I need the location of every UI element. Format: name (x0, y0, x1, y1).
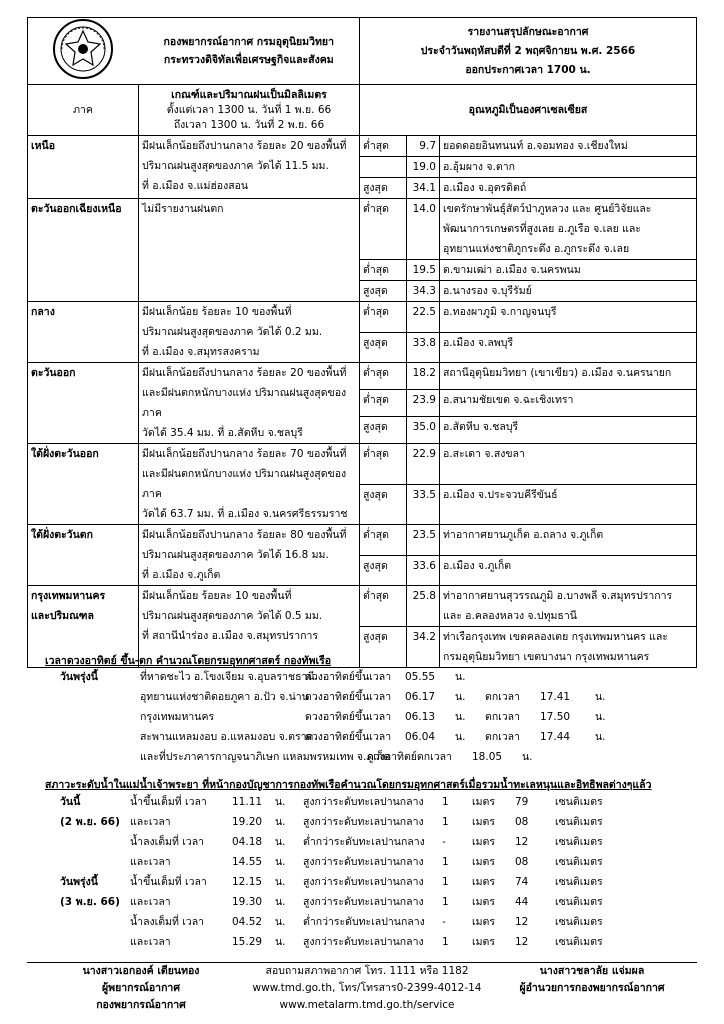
temp-label: สูงสุด (360, 555, 407, 586)
region-rain-summary (139, 199, 360, 302)
temp-value: 25.8 (407, 586, 440, 627)
report-footer (27, 962, 697, 1011)
temp-label: ต่ำสุด (360, 136, 407, 157)
region-row (28, 363, 697, 390)
temp-label: ต่ำสุด (360, 586, 407, 627)
tide-centimeters: 12 (515, 916, 529, 928)
logo-cell (28, 18, 139, 85)
sunset-unit: น. (595, 691, 606, 703)
tide-centimeters-unit: เซนติเมตร (555, 896, 603, 908)
temp-label: ต่ำสุด (360, 525, 407, 556)
temp-location-line: อ.อุ้มผาง จ.ตาก (443, 161, 515, 174)
temp-location (440, 390, 697, 417)
temp-location-line: กรมอุตุนิยมวิทยา เขตบางนา กรุงเทพมหานคร (443, 651, 650, 664)
temp-label: ต่ำสุด (360, 260, 407, 281)
temp-location-line: อ.ทองผาภูมิ จ.กาญจนบุรี (443, 306, 557, 319)
tide-centimeters-unit: เซนติเมตร (555, 796, 603, 808)
sunrise-unit: น. (522, 751, 533, 763)
tide-centimeters: 74 (515, 876, 529, 888)
tide-time: 19.20 (232, 816, 263, 828)
sunset-label: ตกเวลา (485, 691, 520, 703)
sun-place: กรุงเทพมหานคร (140, 711, 215, 723)
temp-value: 35.0 (407, 417, 440, 444)
temp-label: สูงสุด (360, 484, 407, 525)
temp-value: 33.6 (407, 555, 440, 586)
temp-label: สูงสุด (360, 417, 407, 444)
org-line-2: กระทรวงดิจิทัลเพื่อเศรษฐกิจและสังคม (163, 54, 334, 67)
tide-event: และเวลา (130, 936, 171, 948)
contact-phone: สอบถามสภาพอากาศ โทร. 1111 หรือ 1182 (265, 965, 469, 977)
temp-value: 9.7 (407, 136, 440, 157)
temp-location-line: ท่าอากาศยานสุวรรณภูมิ อ.บางพลี จ.สมุทรปราการ (443, 590, 673, 603)
temp-value: 23.9 (407, 390, 440, 417)
tide-relation: สูงกว่าระดับทะเลปานกลาง (303, 936, 424, 948)
tide-meters-unit: เมตร (472, 856, 495, 868)
sunset-label: ตกเวลา (485, 711, 520, 723)
temp-value: 22.5 (407, 302, 440, 333)
temp-location-line: อ.เมือง จ.ภูเก็ต (443, 559, 512, 572)
sun-place: และที่ประภาคารกาญจนาภิเษก แหลมพรหมเทพ จ.ภูเก็ต (140, 751, 391, 763)
region-name: ใต้ฝั่งตะวันออก (28, 444, 139, 525)
tide-event: น้ำลงเต็มที่ เวลา (130, 916, 205, 928)
temp-location (440, 586, 697, 627)
tide-time-unit: น. (275, 916, 286, 928)
sunrise-time: 06.13 (405, 711, 436, 723)
report-table (27, 17, 697, 668)
rain-line: และมีฝนตกหนักบางแห่ง ปริมาณฝนสูงสุดของภาค (142, 387, 347, 420)
forecaster-name: นางสาวเอกองค์ เตียนทอง (82, 965, 200, 977)
tide-meters-unit: เมตร (472, 936, 495, 948)
temp-location-line: พัฒนาการเกษตรที่สูงเลย อ.ภูเรือ จ.เลย และ (443, 223, 641, 236)
region-name: เหนือ (28, 136, 139, 199)
rain-column-title: เกณฑ์และปริมาณฝนเป็นมิลลิเมตร (171, 88, 327, 101)
temp-location (440, 627, 697, 668)
sun-place: ที่หาดชะไว อ.โขงเจียม จ.อุบลราชธานี (140, 671, 315, 683)
tide-meters: 1 (442, 796, 449, 808)
tide-centimeters-unit: เซนติเมตร (555, 816, 603, 828)
temp-label: สูงสุด (360, 332, 407, 363)
temp-value: 19.0 (407, 157, 440, 178)
temp-location-line: เขตรักษาพันธุ์สัตว์ป่าภูหลวง และ ศูนย์วิจัยและ (443, 203, 652, 216)
tide-event: น้ำขึ้นเต็มที่ เวลา (130, 796, 207, 808)
column-header-row (28, 85, 697, 136)
temp-label: ต่ำสุด (360, 363, 407, 390)
temp-value: 33.5 (407, 484, 440, 525)
tide-meters-unit: เมตร (472, 896, 495, 908)
tide-centimeters: 08 (515, 816, 529, 828)
report-title-cell (360, 18, 697, 85)
tide-day-label: วันพรุ่งนี้ (60, 876, 98, 888)
tide-meters: 1 (442, 816, 449, 828)
region-row (28, 302, 697, 333)
tide-time: 14.55 (232, 856, 263, 868)
rain-line: ปริมาณฝนสูงสุดของภาค วัดได้ 0.5 มม. (142, 610, 323, 623)
region-name: กลาง (28, 302, 139, 363)
temp-location-line: ยอดดอยอินทนนท์ อ.จอมทอง จ.เชียงใหม่ (443, 140, 628, 153)
tide-meters: - (442, 916, 446, 928)
sunset-time: 17.50 (540, 711, 571, 723)
temp-location-line: และ อ.คลองหลวง จ.ปทุมธานี (443, 610, 577, 623)
rain-line: มีฝนเล็กน้อย ร้อยละ 10 ของพื้นที่ (142, 590, 292, 603)
tide-relation: สูงกว่าระดับทะเลปานกลาง (303, 796, 424, 808)
forecaster-role: ผู้พยากรณ์อากาศ (102, 982, 180, 994)
temp-value: 33.8 (407, 332, 440, 363)
tide-time: 04.18 (232, 836, 263, 848)
tide-meters: 1 (442, 896, 449, 908)
sunrise-time: 18.05 (472, 751, 503, 763)
report-header (28, 18, 697, 85)
temp-location (440, 157, 697, 178)
rain-line: วัดได้ 35.4 มม. ที่ อ.สัตหีบ จ.ชลบุรี (142, 427, 303, 440)
sunrise-label: ดวงอาทิตย์ตกเวลา (367, 751, 452, 763)
rain-line: ปริมาณฝนสูงสุดของภาค วัดได้ 11.5 มม. (142, 160, 329, 173)
temp-location-line: อ.สะเดา จ.สงขลา (443, 448, 525, 461)
rain-line: มีฝนเล็กน้อยถึงปานกลาง ร้อยละ 20 ของพื้นที่ (142, 367, 347, 380)
temp-location (440, 525, 697, 556)
temp-location (440, 332, 697, 363)
temp-label: ต่ำสุด (360, 444, 407, 485)
sunset-label: ตกเวลา (485, 731, 520, 743)
region-name: ตะวันออกเฉียงเหนือ (28, 199, 139, 302)
tide-time: 04.52 (232, 916, 263, 928)
sunset-time: 17.44 (540, 731, 571, 743)
sunrise-unit: น. (455, 671, 466, 683)
tide-relation: สูงกว่าระดับทะเลปานกลาง (303, 896, 424, 908)
tide-day-label: วันนี้ (60, 796, 81, 808)
temp-location-line: อ.สัตหีบ จ.ชลบุรี (443, 421, 519, 434)
temp-location (440, 363, 697, 390)
tide-time: 15.29 (232, 936, 263, 948)
region-row (28, 586, 697, 627)
rain-line: ที่ สถานีนำร่อง อ.เมือง จ.สมุทรปราการ (142, 630, 318, 643)
contact-service-url[interactable]: www.metalarm.tmd.go.th/service (279, 999, 455, 1011)
contact-website[interactable]: www.tmd.go.th, โทร/โทรสาร0-2399-4012-14 (252, 982, 482, 994)
temp-location-line: อ.สนามชัยเขต จ.ฉะเชิงเทรา (443, 394, 574, 407)
tide-relation: สูงกว่าระดับทะเลปานกลาง (303, 856, 424, 868)
tide-section-title: สภาวะระดับน้ำในแม่น้ำเจ้าพระยา ที่หน้ากองบัญชาการกองทัพเรือคำนวณโดยกรมอุทกศาสตร์เมื่อรวมน้ำทะเลหนุนและอิทธิพลต่างๆแล้ว (45, 779, 652, 791)
tide-relation: สูงกว่าระดับทะเลปานกลาง (303, 876, 424, 888)
tide-event: น้ำขึ้นเต็มที่ เวลา (130, 876, 207, 888)
temp-location (440, 555, 697, 586)
tide-meters: 1 (442, 876, 449, 888)
sunrise-time: 05.55 (405, 671, 436, 683)
director-role: ผู้อำนวยการกองพยากรณ์อากาศ (519, 982, 665, 994)
region-rain-summary (139, 525, 360, 586)
region-row (28, 199, 697, 260)
tide-day-date: (2 พ.ย. 66) (60, 816, 120, 828)
temp-location (440, 199, 697, 260)
rain-line: มีฝนเล็กน้อยถึงปานกลาง ร้อยละ 80 ของพื้นที่ (142, 529, 347, 542)
rain-period-from: ตั้งแต่เวลา 1300 น. วันที่ 1 พ.ย. 66 (166, 103, 332, 116)
temp-label: สูงสุด (360, 627, 407, 668)
temp-value: 23.5 (407, 525, 440, 556)
tide-event: และเวลา (130, 856, 171, 868)
tide-event: น้ำลงเต็มที่ เวลา (130, 836, 205, 848)
tide-relation: ต่ำกว่าระดับทะเลปานกลาง (303, 916, 425, 928)
region-rain-summary (139, 444, 360, 525)
sunset-unit: น. (595, 731, 606, 743)
temp-location-line: ต.ขามเฒ่า อ.เมือง จ.นครพนม (443, 264, 581, 277)
sun-section-title: เวลาดวงอาทิตย์ ขึ้น-ตก คำนวณโดยกรมอุทกศาสตร์ กองทัพเรือ (45, 655, 332, 667)
temp-label: สูงสุด (360, 178, 407, 199)
sunset-time: 17.41 (540, 691, 571, 703)
tide-time-unit: น. (275, 936, 286, 948)
sunrise-label: ดวงอาทิตย์ขึ้นเวลา (305, 691, 392, 703)
report-time: ออกประกาศเวลา 1700 น. (465, 63, 591, 76)
tide-meters-unit: เมตร (472, 796, 495, 808)
sunrise-label: ดวงอาทิตย์ขึ้นเวลา (305, 731, 392, 743)
temp-location (440, 417, 697, 444)
temp-location-line: อ.นางรอง จ.บุรีรัมย์ (443, 285, 532, 298)
temp-location (440, 444, 697, 485)
department-seal-icon (52, 18, 114, 80)
tide-time-unit: น. (275, 856, 286, 868)
temperature-column-header: อุณหภูมิเป็นองศาเซลเซียส (360, 85, 697, 136)
region-rain-summary (139, 136, 360, 199)
sun-tomorrow-label: วันพรุ่งนี้ (60, 671, 98, 683)
rain-period-to: ถึงเวลา 1300 น. วันที่ 2 พ.ย. 66 (173, 118, 325, 131)
temp-location-line: อ.เมือง จ.ลพบุรี (443, 336, 514, 349)
temp-location (440, 136, 697, 157)
temp-value: 14.0 (407, 199, 440, 260)
tide-centimeters: 79 (515, 796, 529, 808)
rain-column-header (139, 85, 360, 136)
tide-time-unit: น. (275, 796, 286, 808)
region-rows (28, 136, 697, 668)
temp-label: สูงสุด (360, 281, 407, 302)
rain-line: มีฝนเล็กน้อยถึงปานกลาง ร้อยละ 70 ของพื้นที่ (142, 448, 347, 461)
temp-value: 18.2 (407, 363, 440, 390)
tide-centimeters: 12 (515, 936, 529, 948)
sunrise-label: ดวงอาทิตย์ขึ้นเวลา (305, 671, 392, 683)
sunset-unit: น. (595, 711, 606, 723)
temp-value: 34.1 (407, 178, 440, 199)
sunrise-time: 06.04 (405, 731, 436, 743)
sun-place: อุทยานแห่งชาติดอยภูคา อ.ปัว จ.น่าน (140, 691, 309, 703)
org-line-1: กองพยากรณ์อากาศ กรมอุตุนิยมวิทยา (163, 36, 334, 49)
rain-line: ที่ อ.เมือง จ.ภูเก็ต (142, 569, 221, 582)
temp-location (440, 178, 697, 199)
tide-centimeters: 44 (515, 896, 529, 908)
tide-time: 12.15 (232, 876, 263, 888)
footer-forecaster (61, 963, 221, 1014)
tide-time-unit: น. (275, 816, 286, 828)
tide-time-unit: น. (275, 836, 286, 848)
sunrise-unit: น. (455, 691, 466, 703)
tide-event: และเวลา (130, 816, 171, 828)
region-row (28, 444, 697, 485)
tide-meters: 1 (442, 936, 449, 948)
tide-meters: 1 (442, 856, 449, 868)
temp-location-line: อุทยานแห่งชาติภูกระดึง อ.ภูกระดึง จ.เลย (443, 243, 630, 256)
rain-line: ที่ อ.เมือง จ.แม่ฮ่องสอน (142, 180, 249, 193)
rain-line: ปริมาณฝนสูงสุดของภาค วัดได้ 16.8 มม. (142, 549, 329, 562)
tide-meters-unit: เมตร (472, 836, 495, 848)
rain-line: ไม่มีรายงานฝนตก (142, 203, 224, 216)
temp-location (440, 302, 697, 333)
forecaster-division: กองพยากรณ์อากาศ (96, 999, 186, 1011)
temp-location (440, 484, 697, 525)
temp-location (440, 281, 697, 302)
region-name: กรุงเทพมหานคร และปริมณฑล (28, 586, 139, 668)
footer-contact (232, 963, 502, 1014)
temp-location-line: อ.เมือง จ.ประจวบคีรีขันธ์ (443, 488, 558, 501)
tide-relation: ต่ำกว่าระดับทะเลปานกลาง (303, 836, 425, 848)
region-name: ใต้ฝั่งตะวันตก (28, 525, 139, 586)
tide-centimeters-unit: เซนติเมตร (555, 836, 603, 848)
sunrise-time: 06.17 (405, 691, 436, 703)
tide-time-unit: น. (275, 896, 286, 908)
tide-day-date: (3 พ.ย. 66) (60, 896, 120, 908)
temp-label (360, 157, 407, 178)
tide-meters: - (442, 836, 446, 848)
footer-director (497, 963, 687, 997)
rain-line: ที่ อ.เมือง จ.สมุทรสงคราม (142, 346, 260, 359)
tide-event: และเวลา (130, 896, 171, 908)
temp-location-line: อ.เมือง จ.อุตรดิตถ์ (443, 182, 527, 195)
tide-centimeters: 12 (515, 836, 529, 848)
tide-meters-unit: เมตร (472, 916, 495, 928)
rain-line: ปริมาณฝนสูงสุดของภาค วัดได้ 0.2 มม. (142, 326, 323, 339)
tide-relation: สูงกว่าระดับทะเลปานกลาง (303, 816, 424, 828)
report-title: รายงานสรุปลักษณะอากาศ (467, 25, 589, 38)
temp-value: 22.9 (407, 444, 440, 485)
rain-line: มีฝนเล็กน้อย ร้อยละ 10 ของพื้นที่ (142, 306, 292, 319)
region-row (28, 525, 697, 556)
tide-centimeters-unit: เซนติเมตร (555, 916, 603, 928)
temp-value: 34.3 (407, 281, 440, 302)
region-column-header: ภาค (28, 85, 139, 136)
report-date: ประจำวันพฤหัสบดีที่ 2 พฤศจิกายน พ.ศ. 2566 (420, 44, 636, 57)
sun-place: สะพานแหลมงอบ อ.แหลมงอบ จ.ตราด (140, 731, 314, 743)
region-row (28, 136, 697, 157)
tide-time-unit: น. (275, 876, 286, 888)
temp-label: ต่ำสุด (360, 302, 407, 333)
tide-meters-unit: เมตร (472, 816, 495, 828)
rain-line: วัดได้ 63.7 มม. ที่ อ.เมือง จ.นครศรีธรรมราช (142, 508, 348, 521)
tide-centimeters-unit: เซนติเมตร (555, 936, 603, 948)
director-name: นางสาวชลาลัย แจ่มผล (539, 965, 645, 977)
tide-meters-unit: เมตร (472, 876, 495, 888)
temp-label: ต่ำสุด (360, 390, 407, 417)
temp-location-line: ท่าเรือกรุงเทพ เขตคลองเตย กรุงเทพมหานคร และ (443, 631, 668, 644)
region-rain-summary (139, 302, 360, 363)
region-name: ตะวันออก (28, 363, 139, 444)
temp-location-line: สถานีอุตุนิยมวิทยา (เขาเขียว) อ.เมือง จ.นครนายก (443, 367, 672, 380)
tide-time: 11.11 (232, 796, 263, 808)
tide-centimeters-unit: เซนติเมตร (555, 856, 603, 868)
sunrise-label: ดวงอาทิตย์ขึ้นเวลา (305, 711, 392, 723)
org-cell (139, 18, 360, 85)
sunrise-unit: น. (455, 711, 466, 723)
temp-value: 34.2 (407, 627, 440, 668)
region-rain-summary (139, 363, 360, 444)
temp-location (440, 260, 697, 281)
tide-time: 19.30 (232, 896, 263, 908)
temp-label: ต่ำสุด (360, 199, 407, 260)
sunrise-unit: น. (455, 731, 466, 743)
tide-centimeters-unit: เซนติเมตร (555, 876, 603, 888)
temp-value: 19.5 (407, 260, 440, 281)
tide-centimeters: 08 (515, 856, 529, 868)
temp-location-line: ท่าอากาศยานภูเก็ต อ.ถลาง จ.ภูเก็ต (443, 529, 604, 542)
rain-line: และมีฝนตกหนักบางแห่ง ปริมาณฝนสูงสุดของภาค (142, 468, 347, 501)
rain-line: มีฝนเล็กน้อยถึงปานกลาง ร้อยละ 20 ของพื้นที่ (142, 140, 347, 153)
